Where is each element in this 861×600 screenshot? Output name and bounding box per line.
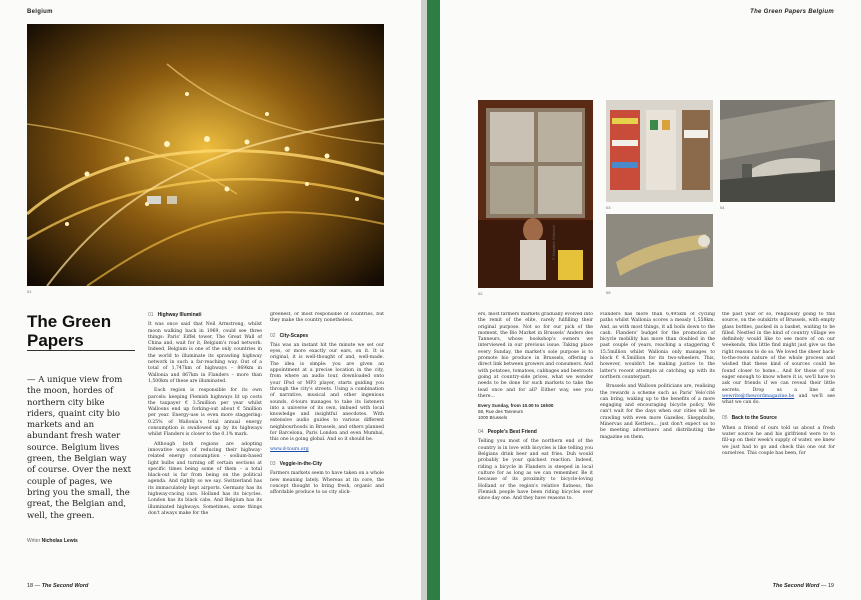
photo-credit: © Sebastien Chevreuil bbox=[552, 225, 556, 260]
article-column-3: greenest, or most responsible of countries, but they make the country nonetheless. 02 City-Scapes This was an instant hit the minute we set our eyes, or more exactly our ears, on it. It is original, it is well-thought of and, well-made. The idea is simple: you are given an appointment at a precise location in the city, from where an audio tour, downloaded onto your IPod or MP3 player, starts guiding you through the city's streets. Using a combination of narrative, musical and other ingenious sounds, d-tours manages to take its listeners into a universe of its own, imbued with local knowledge and insightful anecdotes. With extensive audio guides to various different neighbourhoods in Brussels, and others planned for Barcelona, Paris London and even Mumbai, this one is going global. And so it should be. www.d-tours.org 03 Veggie-in-the-City Farmers markets seem to have taken on a whole new meaning lately. Whereas at its core, the concept thought to bring fresh, organic and affordable produce to us city slick- bbox=[270, 312, 384, 496]
photo-caption-number: 01 bbox=[27, 289, 32, 294]
title-rule bbox=[27, 350, 135, 351]
bio-market-window-photo bbox=[478, 100, 593, 288]
article-column-bicycles: Flanders has more than 6,495km of cycling paths whilst Wallonia scores a measly 1,558km. And, as with most things, it all boils down to the cash. Flanders' budget for the promotion of bicycle mobility has more than doubled in the past couple of years, reaching a staggering € 15.5million whilst Wallonia only manages to block € 4.5million for its two-wheelers. This, however, wouldn't be making justice to the latter's recent attempts at catching up with its northern counterpart. Brussels and Walloon politicians are, realising the rewards a scheme such as Paris' Velo'cité can bring, waking up to the benefits of a more engaging and encouraging bicycle policy. We can't wait for the days when our cities will be crawling with even more Gazelles, Skeppbults, Minervas and Kettlers... just don't expect us to be meeting advertisers and distributing the magazine on them. bbox=[600, 312, 715, 440]
feature-title: The Green Papers bbox=[27, 312, 112, 350]
article-heading: 05 Back to the Source bbox=[722, 415, 777, 422]
feature-intro: — A unique view from the moon, hordes of northern city bike riders, quaint city bio markets and an abundant fresh water source. Belgium lives green, the Belgian way of course. Over the next couple of pages, we bring you the small, the great, the Belgian and, well, the green. bbox=[27, 375, 132, 521]
market-address: Every Sunday, from 10.00 to 16h00 58, Rue des Tanneurs 1000 Brussels bbox=[478, 403, 554, 421]
article-heading: 03 Veggie-in-the-City bbox=[270, 460, 323, 467]
writer-credit: Writer Nicholas Lewis bbox=[27, 538, 78, 544]
page-footer-left: 18 — The Second Word bbox=[27, 583, 89, 589]
article-column-bio-market: ers, most farmers markets gradually evolved into the remit of the elite, rarely fulfilling their original purpose. Not so for our pick of the moment, the Bio Market in Brussels' Anders des Tanneurs, whose bookshop's owners we interviewed in our previous issue. Taking place every Sunday, the market's sole purpose is to promote bio produce in Brussels, offering a direct link between growers and consumers. And with potatoes, tomatoes, cabbages and beetroots going at country-side prices, what we wonder needs to be done for such markets to take the lead once and for all? Either way, see you there... Every Sunday, from 10.00 to 16h00 58, Rue des Tanneurs 1000 Brussels 04 People's Best Friend Telling you most of the northern end of the country is in love with bicycles is like telling you Belgians drink beer and eat fries. Duh would probably be your quickest reaction. Indeed, riding a bicycle in Flanders is steeped in local culture for as long as we can remember. Be it because of its proximity to bicycle-loving Holland or the region's relative flatness, the Flemish people have been riding bicycles ever since day one. And they have reasons to. bbox=[478, 312, 593, 502]
article-heading: 02 City-Scapes bbox=[270, 332, 309, 339]
d-tours-link[interactable]: www.d-tours.org bbox=[270, 446, 309, 452]
grocery-shelves-photo bbox=[606, 100, 713, 202]
right-page bbox=[440, 0, 861, 600]
photo-caption-02: 02 bbox=[478, 291, 483, 296]
photo-caption-04: 04 bbox=[720, 205, 725, 210]
writer-name: Nicholas Lewis bbox=[41, 538, 78, 544]
water-spout-photo bbox=[720, 100, 835, 202]
article-heading: 04 People's Best Friend bbox=[478, 429, 537, 436]
email-link[interactable]: wewrite@thewordmagazine.be bbox=[722, 393, 795, 399]
left-page bbox=[0, 0, 421, 600]
highway-night-photo bbox=[27, 24, 384, 286]
photo-caption-03: 03 bbox=[606, 205, 611, 210]
green-spine-bar bbox=[427, 0, 440, 600]
article-heading: 01 Highway Illuminati bbox=[148, 312, 202, 318]
section-label: The Green Papers Belgium bbox=[750, 9, 834, 15]
bottle-closeup-photo bbox=[606, 214, 713, 287]
photo-caption-05: 05 bbox=[606, 290, 611, 295]
article-highway-illuminati: 01 Highway Illuminati It was once said that Neil Armstrong, whilst moon walking back in 1969, could see three things: Paris' Eiffel tower, The Great Wall of China and, wait for it, Belgium's road network. Indeed, Belgium is one of the only countries in the world to illuminate its sprawling highway network in such a far-reaching way. Out of a total of 1,747km of highways – 869km in Wallonia and 867km in Flanders – more than 1,500km of these are illuminated. Each region is responsible for its own parcels: keeping Flemish highways lit up costs the taxpayer € 3.5million per year whilst Walloons end up forking-out about € 5million per year. Energy-use is even more staggering: 0.25% of Wallonia's total annual energy consumption is swallowed up by its highways whilst Flanders is closer to the 0.1% mark. Although both regions are adopting innovative ways of reducing their highway-related energy consumption - sodium-based light bulbs and turning off certain sections at specific times being some of them – a total black-out is far from being on the political agenda. And rightly so we say. Switzerland has its immaculately kept airports. Germany has its highway-racing cars. Holland has its bicycles. London has its black cabs. And Belgium has its illuminated highways. Sometimes, some things don't always make for the bbox=[148, 312, 262, 516]
article-column-source: the past year or so, religiously going to this source, on the outskirts of Brussels, with empty glass bottles, packed in a basket, waiting to be filled. Nestled in the kind of country village we definitely would like to see more of on our weekends, this little find might just give us the right reasons to do so. We loved the sheer back-to-the-roots nature of the whole process and wished that these kind of sources could be found closer to home... And for those of you eager enough to know where it is, we'll have to ask our friends if we can reveal their little secrets. Drop us a line at wewrite@thewordmagazine.be and we'll see what we can do. 05 Back to the Source When a friend of ours told us about a fresh water source he and his girlfriend were to to fill-up on their week's supply of water, we knew we just had to go and check this one out for ourselves. This couple has been, for bbox=[722, 312, 835, 456]
page-footer-right: The Second Word — 19 bbox=[772, 583, 834, 589]
section-label: Belgium bbox=[27, 9, 53, 15]
